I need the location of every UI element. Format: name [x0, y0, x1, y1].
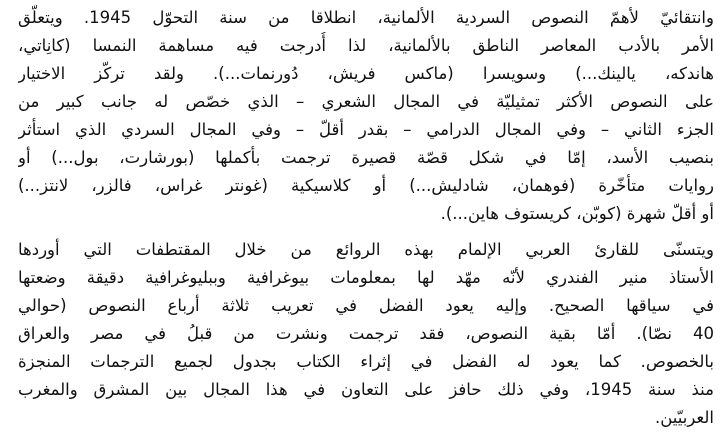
paragraph-2-line: منذ سنة 1945، وفي ذلك حافز على التعاون في هذا المجال بين المشرق والمغرب — [18, 380, 714, 399]
paragraph-2-line: بالخصوص. كما يعود له الفضل في إثراء الكتاب بجدول لجميع الترجمات المنجزة — [18, 352, 714, 371]
paragraph-1-line: الأمر بالأدب المعاصر الناطق بالألمانية، لذا أُدرجت فيه مساهمة النمسا (كانِاتي، — [18, 36, 714, 55]
paragraph-2-line: 40 نصّا). أمّا بقية النصوص، فقد ترجمت ونشرت من قبلُ في مصر والعراق — [18, 324, 714, 343]
paragraph-1-line: هاندكه، يالينك...) وسويسرا (ماكس فريش، دُورنمات...). ولقد تركّز الاختيار — [18, 64, 714, 83]
paragraph-1-line: بنصيب الأسد، إمّا في شكل قصّة قصيرة ترجمت بأكملها (بورشارت، بول...) أو — [18, 148, 714, 167]
paragraph-1-line: روايات متأخّرة (فوهمان، شادليش...) أو كلاسيكية (غونتر غراس، فالزر، لانتز...) — [18, 176, 714, 195]
paragraph-2-line: الأستاذ منير الفندري لأنّه مهّد لها بمعلومات بيوغرافية وببليوغرافية دقيقة وضعتها — [18, 268, 714, 287]
paragraph-1-line: أو أقلّ شهرة (كوبّن، كريستوف هاين...). — [440, 204, 714, 223]
paragraph-1-line: على النصوص الأكثر تمثيليّة في المجال الشعري – الذي خصّص له جانب كبير من — [18, 92, 714, 111]
paragraph-2-line: العربيّين. — [654, 408, 714, 427]
paragraph-1-line: وانتقائيّ لأهمّ النصوص السردية الألمانية، انطلاقا من سنة التحوّل 1945. ويتعلّق — [18, 8, 714, 27]
paragraph-2-line: في سياقها الصحيح. وإليه يعود الفضل في تعريب ثلاثة أرباع النصوص (حوالي — [18, 296, 714, 315]
paragraph-1-line: الجزء الثاني – وفي المجال الدرامي – بقدر أقلّ – وفي المجال السردي الذي استأثر — [18, 120, 714, 139]
paragraph-2-line: ويتسنّى للقارئ العربي الإلمام بهذه الروائع من خلال المقتطفات التي أوردها — [18, 240, 714, 259]
